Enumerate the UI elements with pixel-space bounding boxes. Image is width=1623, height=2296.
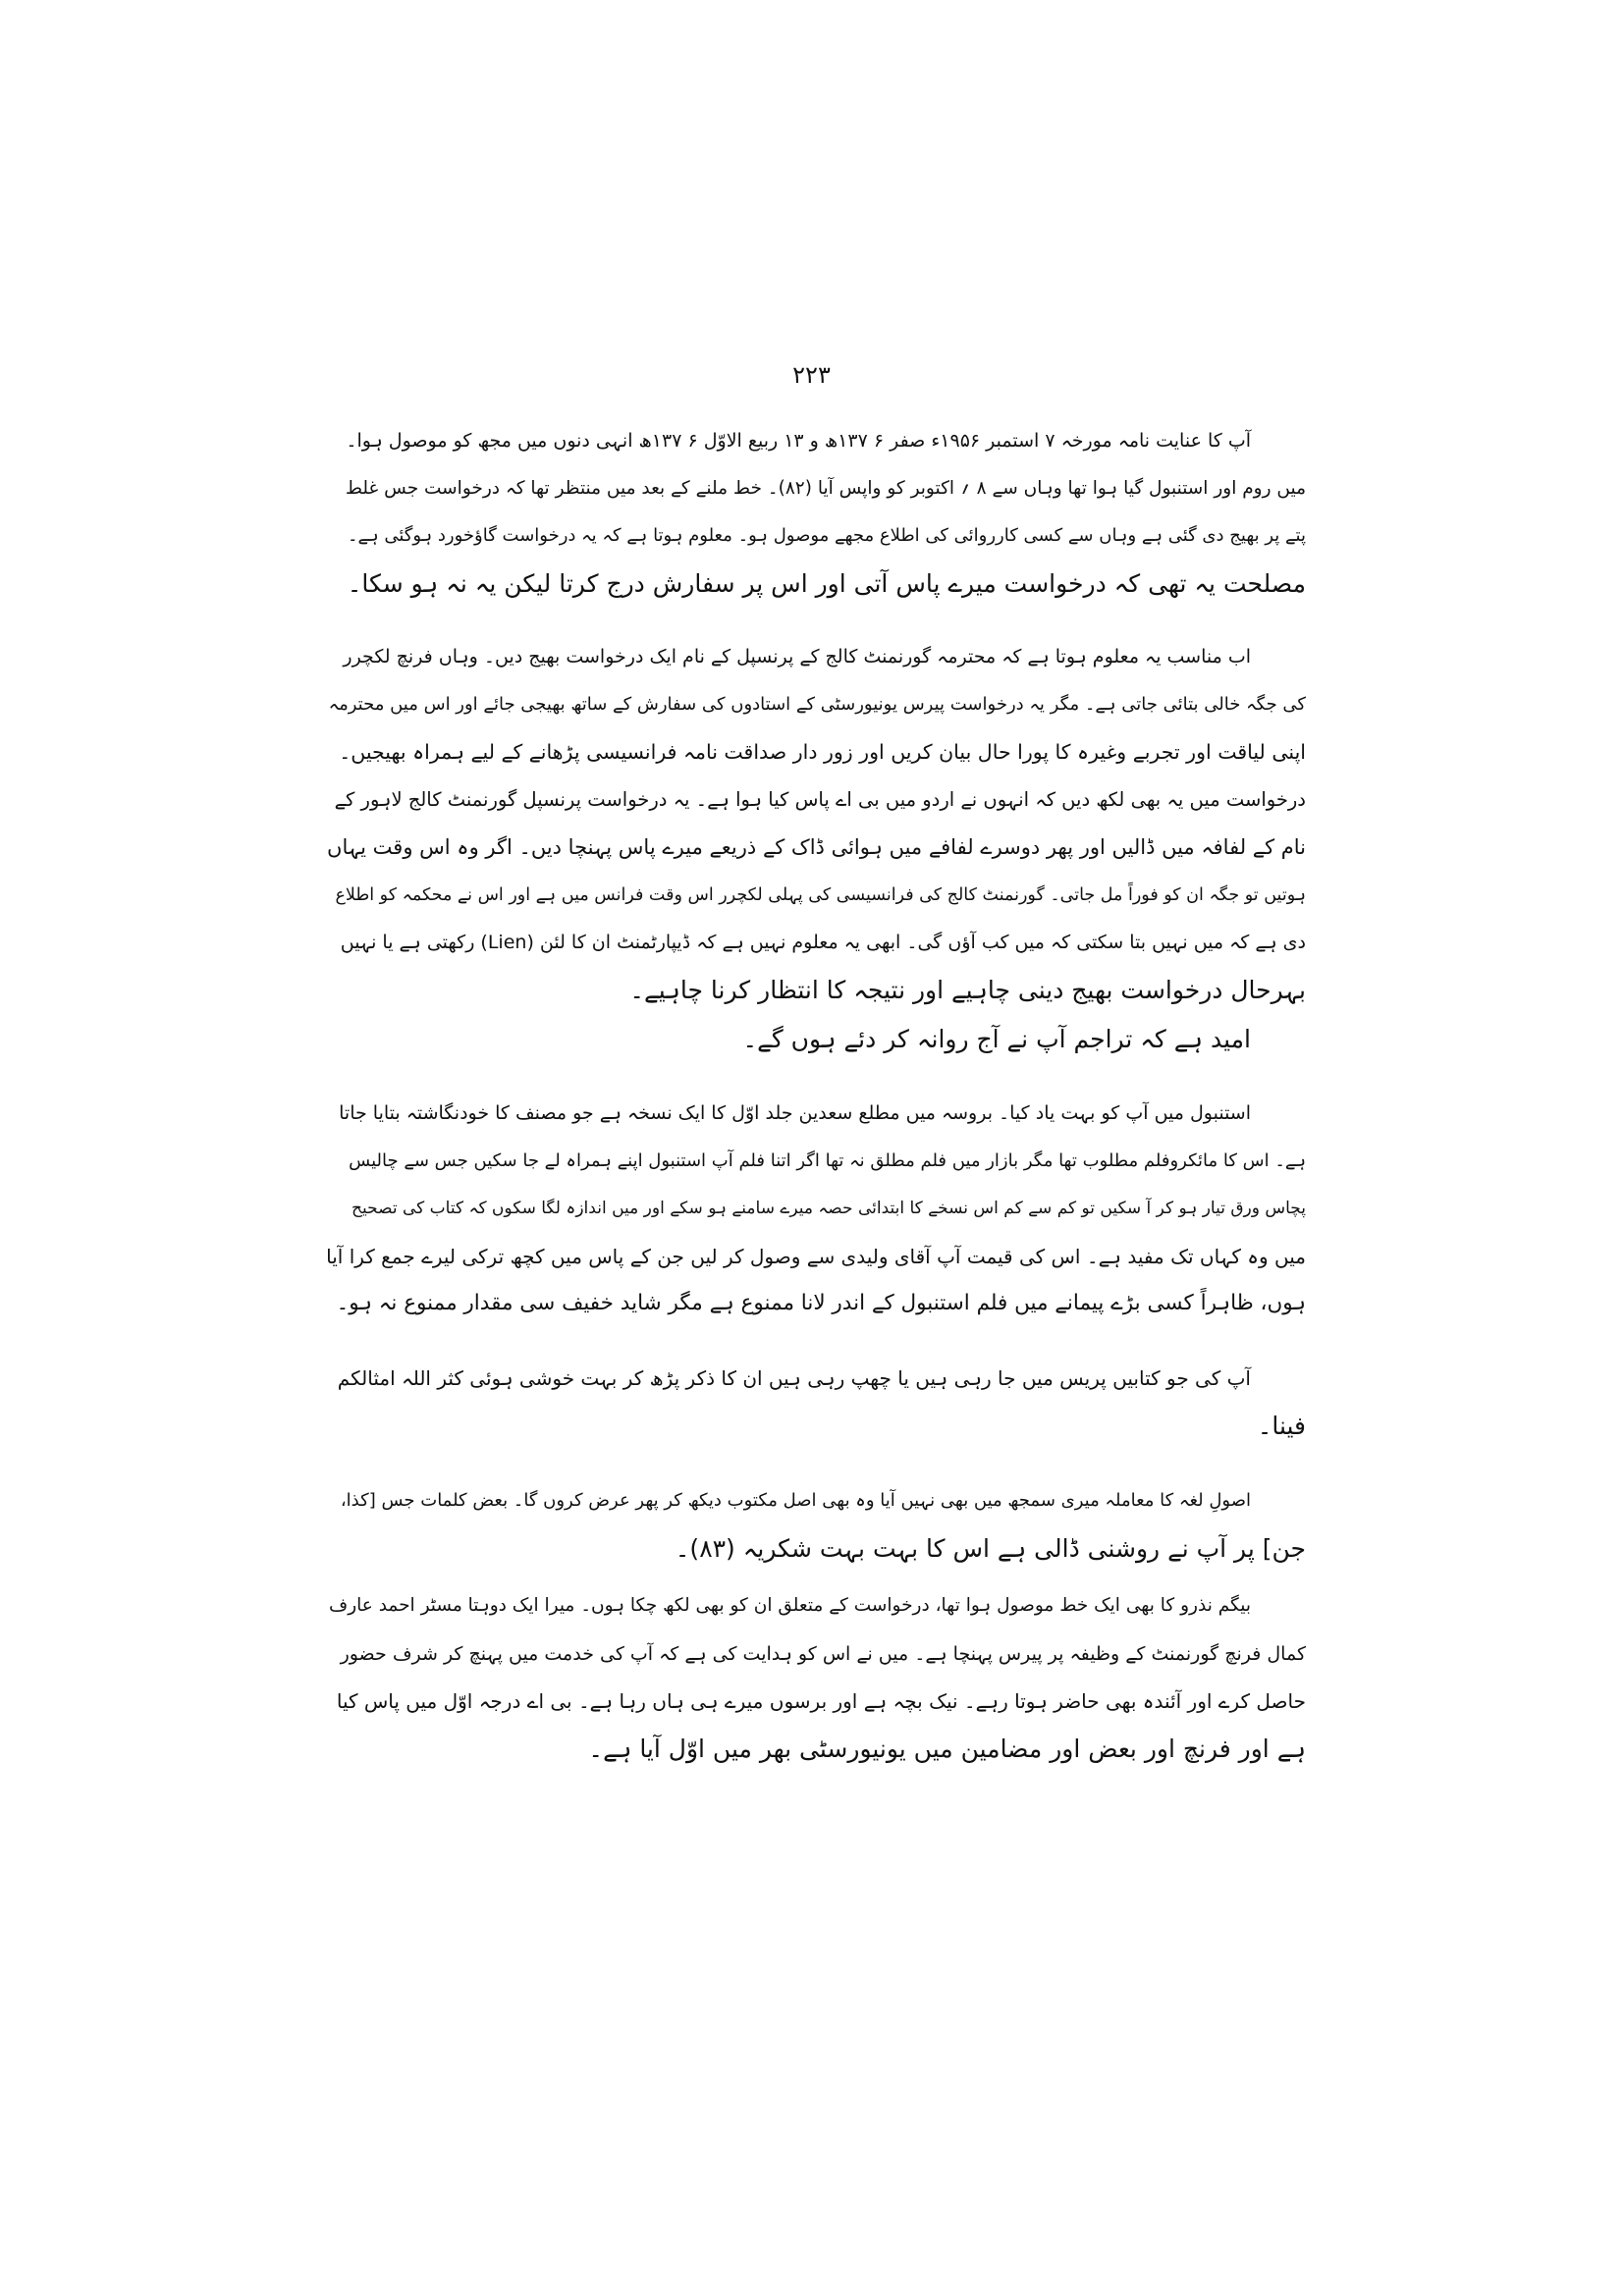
text-line: دی ہے کہ میں نہیں بتا سکتی کہ میں کب آؤں گی۔ ابھی یہ معلوم نہیں ہے کہ ڈیپارٹمنٹ ان کا لئن (Lien) رکھتی ہے یا نہیں [340,932,1306,953]
text-line: ہے اور فرنچ اور بعض اور مضامین میں یونیورسٹی بھر میں اوّل آیا ہے۔ [588,1734,1306,1763]
paragraph-1 [324,417,1306,608]
text-line: میں روم اور استنبول گیا ہوا تھا وہاں سے ۸ ؍ اکتوبر کو واپس آیا (۸۲)۔ خط ملنے کے بعد میں منتظر تھا کہ درخواست جس غلط [345,477,1306,499]
text-line: پتے پر بھیج دی گئی ہے وہاں سے کسی کارروائی کی اطلاع مجھے موصول ہو۔ معلوم ہوتا ہے کہ یہ درخواست گاؤخورد ہوگئی ہے۔ [347,525,1306,546]
text-line: استنبول میں آپ کو بہت یاد کیا۔ بروسہ میں مطلع سعدین جلد اوّل کا ایک نسخہ ہے جو مصنف کا خودنگاشتہ بتایا جاتا [339,1102,1251,1124]
text-line: آپ کی جو کتابیں پریس میں جا رہی ہیں یا چھپ رہی ہیں ان کا ذکر پڑھ کر بہت خوشی ہوئی کثر اللہ امثالکم [337,1366,1251,1390]
text-line: پچاس ورق تیار ہو کر آ سکیں تو کم سے کم اس نسخے کا ابتدائی حصہ میرے سامنے ہو سکے اور میں اندازہ لگا سکوں کہ کتاب کی تصحیح [352,1199,1306,1218]
text-line: ہے۔ اس کا مائکروفلم مطلوب تھا مگر بازار میں فلم مطلق نہ تھا اگر اتنا فلم آپ استنبول اپنے ہمراہ لے جا سکیں جس سے چالیس [349,1149,1306,1171]
text-line: آپ کا عنایت نامہ مورخہ ۷ استمبر ۱۹۵۶ء صفر ۶ ۱۳۷ھ و ۱۳ ربیع الاوّل ۶ ۱۳۷ھ انہی دنوں میں مجھ کو موصول ہوا۔ [346,430,1251,452]
text-line: مصلحت یہ تھی کہ درخواست میرے پاس آتی اور اس پر سفارش درج کرتا لیکن یہ نہ ہو سکا۔ [347,568,1306,598]
text-line: بیگم نذرو کا بھی ایک خط موصول ہوا تھا، درخواست کے متعلق ان کو بھی لکھ چکا ہوں۔ میرا ایک دوہتا مسٹر احمد عارف [329,1595,1251,1616]
paragraph-2 [324,633,1306,1014]
paragraph-3 [324,1016,1306,1064]
paragraph-6 [324,1477,1306,1573]
text-line: ہوں، ظاہراً کسی بڑے پیمانے میں فلم استنبول کے اندر لانا ممنوع ہے مگر شاید خفیف سی مقدار ممنوع نہ ہو۔ [336,1291,1306,1315]
paragraph-4 [324,1090,1306,1328]
text-line: درخواست میں یہ بھی لکھ دیں کہ انہوں نے اردو میں بی اے پاس کیا ہوا ہے۔ یہ درخواست پرنسپل گورنمنٹ کالج لاہور کے [334,787,1306,811]
text-line: امید ہے کہ تراجم آپ نے آج روانہ کر دئے ہوں گے۔ [742,1025,1251,1053]
paragraph-7 [324,1582,1306,1773]
text-line: حاصل کرے اور آئندہ بھی حاضر ہوتا رہے۔ نیک بچہ ہے اور برسوں میرے ہی ہاں رہا ہے۔ بی اے درجہ اوّل میں پاس کیا [336,1689,1306,1713]
text-line: جن] پر آپ نے روشنی ڈالی ہے اس کا بہت بہت شکریہ (۸۳)۔ [675,1533,1306,1563]
text-line: اپنی لیاقت اور تجربے وغیرہ کا پورا حال بیان کریں اور زور دار صداقت نامہ فرانسیسی پڑھانے کے لیے ہمراہ بھیجیں۔ [339,740,1306,764]
text-line: کمال فرنچ گورنمنٹ کے وظیفہ پر پیرس پہنچا ہے۔ میں نے اس کو ہدایت کی ہے کہ آپ کی خدمت میں پہنچ کر شرف حضور [340,1642,1306,1665]
page-number: ۲۲۳ [792,361,831,389]
paragraph-5 [324,1355,1306,1450]
text-line: ہوتیں تو جگہ ان کو فوراً مل جاتی۔ گورنمنٹ کالج کی فرانسیسی کی پہلی لکچرر اس وقت فرانس میں ہے اور اس نے محکمہ کو اطلاع [335,884,1306,905]
text-line: کی جگہ خالی بتائی جاتی ہے۔ مگر یہ درخواست پیرس یونیورسٹی کے استادوں کی سفارش کے ساتھ بھیجی جائے اور اس میں محترمہ [328,693,1306,715]
text-line: فینا۔ [1257,1411,1306,1440]
text-line: اصولِ لغہ کا معاملہ میری سمجھ میں بھی نہیں آیا وہ بھی اصل مکتوب دیکھ کر پھر عرض کروں گا۔ بعض کلمات جس [کذا، [340,1490,1251,1511]
text-line: نام کے لفافہ میں ڈالیں اور پھر دوسرے لفافے میں ہوائی ڈاک کے ذریعے میرے پاس پہنچا دیں۔ اگر وہ اس وقت یہاں [327,835,1306,859]
text-line: میں وہ کہاں تک مفید ہے۔ اس کی قیمت آپ آقای ولیدی سے وصول کر لیں جن کے پاس میں کچھ ترکی لیرے جمع کرا آیا [326,1244,1306,1268]
text-line: اب مناسب یہ معلوم ہوتا ہے کہ محترمہ گورنمنٹ کالج کے پرنسپل کے نام ایک درخواست بھیج دیں۔ وہاں فرنچ لکچرر [343,646,1251,667]
text-line: بہرحال درخواست بھیج دینی چاہیے اور نتیجہ کا انتظار کرنا چاہیے۔ [629,975,1306,1004]
